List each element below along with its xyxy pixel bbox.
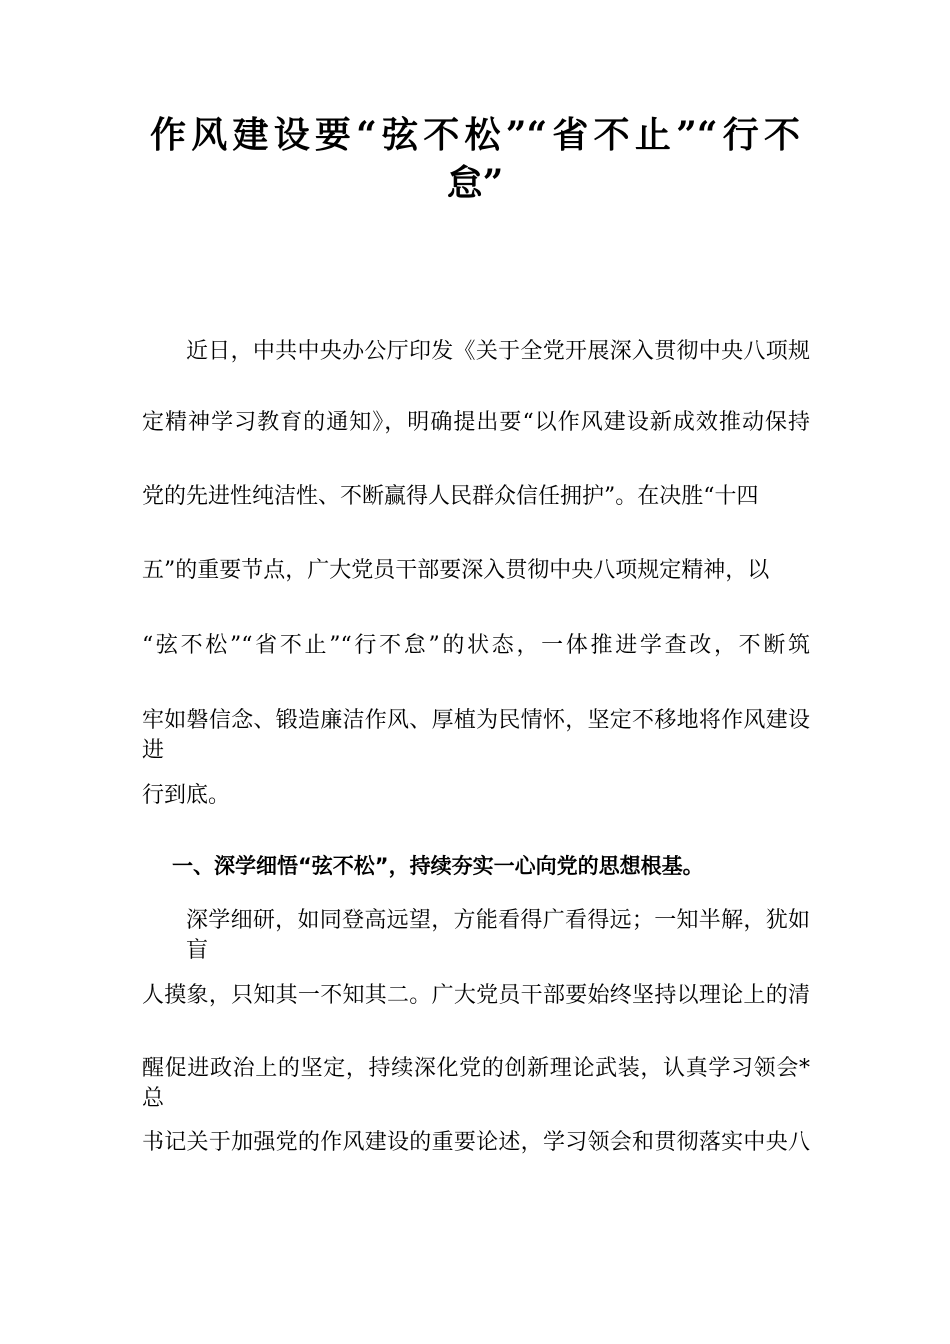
text-line: 行到底。: [142, 783, 231, 808]
title-line-1: 作风建设要“弦不松”“省不止”“行不: [150, 114, 800, 156]
text-line: 定精神学习教育的通知》，明确提出要“以作风建设新成效推动保持: [142, 410, 810, 435]
text-line: 五”的重要节点，广大党员干部要深入贯彻中央八项规定精神，以: [142, 558, 770, 583]
text-line: 牢如磐信念、锻造廉洁作风、厚植为民情怀，坚定不移地将作风建设进: [142, 708, 810, 763]
text-line: 近日，中共中央办公厅印发《关于全党开展深入贯彻中央八项规: [186, 339, 810, 364]
text-line: 醒促进政治上的坚定，持续深化党的创新理论武装，认真学习领会*总: [142, 1056, 810, 1111]
text-line: 党的先进性纯洁性、不断赢得人民群众信任拥护”。在决胜“十四: [142, 484, 759, 509]
text-line: 深学细研，如同登高远望，方能看得广看得远；一知半解，犹如盲: [186, 908, 810, 963]
section-heading: 一、深学细悟“弦不松”，持续夯实一心向党的思想根基。: [172, 854, 704, 878]
text-line: 书记关于加强党的作风建设的重要论述，学习领会和贯彻落实中央八: [142, 1130, 810, 1155]
title-line-2: 怠”: [446, 162, 504, 204]
text-line: 人摸象，只知其一不知其二。广大党员干部要始终坚持以理论上的清: [142, 983, 810, 1008]
text-line: “弦不松”“省不止”“行不怠”的状态，一体推进学查改，不断筑: [142, 633, 810, 658]
